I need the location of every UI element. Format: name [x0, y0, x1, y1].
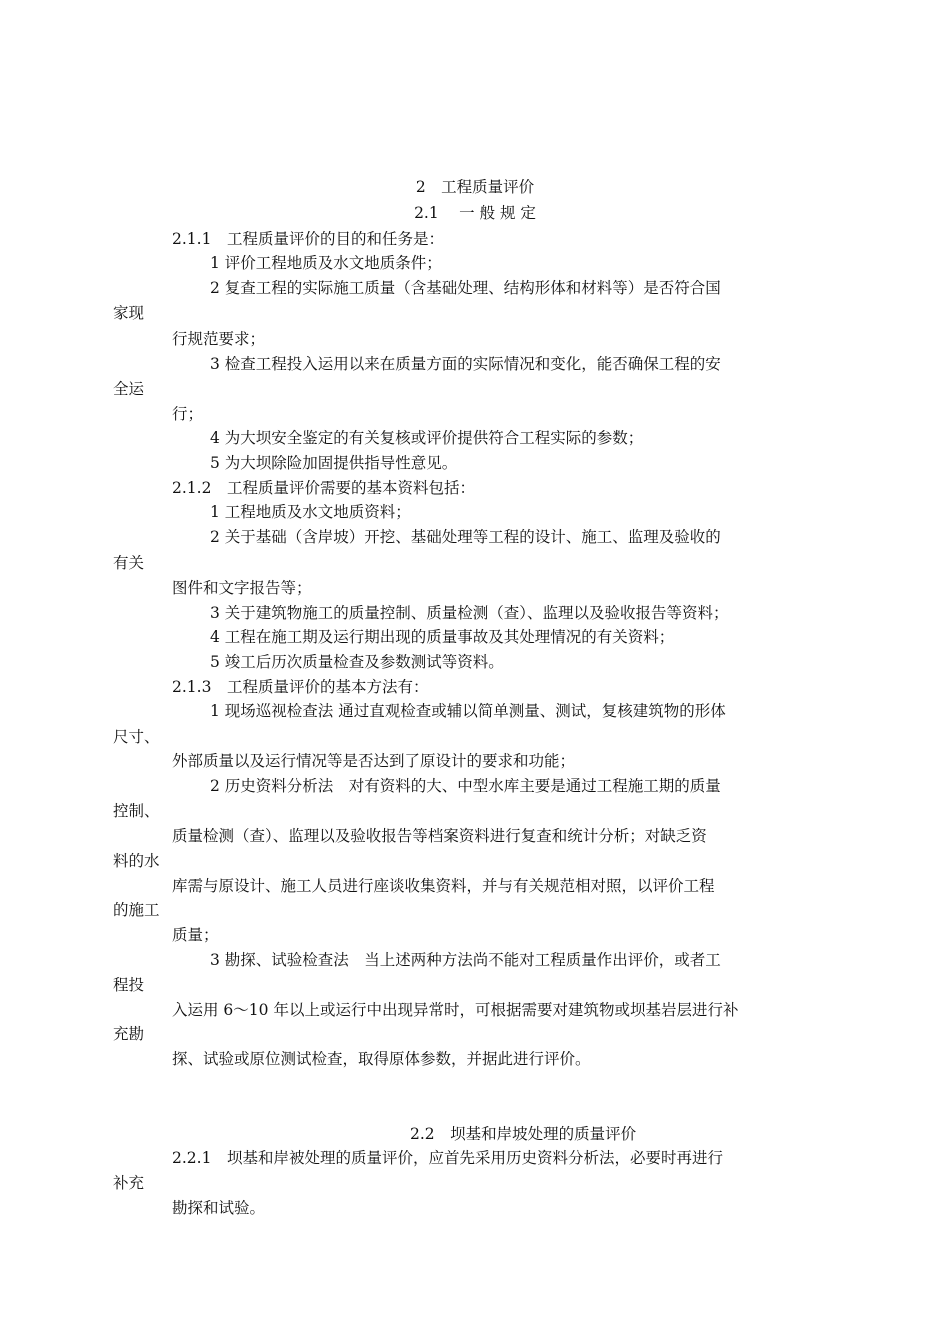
wrap-fragment: 程投 [113, 976, 145, 994]
wrap-fragment: 控制、 [113, 802, 160, 820]
section-title-2-2: 2.2 坝基和岸坡处理的质量评价 [410, 1125, 637, 1143]
wrap-fragment: 家现 [113, 304, 145, 322]
wrap-fragment: 行规范要求； [172, 330, 266, 348]
clause-2-1-3: 2.1.3 工程质量评价的基本方法有： [172, 678, 429, 696]
wrap-fragment: 有关 [113, 554, 145, 572]
list-item: 5 竣工后历次质量检查及参数测试等资料。 [210, 653, 504, 671]
list-item: 1 评价工程地质及水文地质条件； [210, 254, 442, 272]
list-item: 4 工程在施工期及运行期出现的质量事故及其处理情况的有关资料； [210, 628, 675, 646]
clause-2-1-1: 2.1.1 工程质量评价的目的和任务是： [172, 230, 444, 248]
wrap-fragment: 尺寸、 [113, 728, 160, 746]
list-item: 3 关于建筑物施工的质量控制、质量检测（查）、监理以及验收报告等资料； [210, 604, 729, 622]
wrap-fragment: 图件和文字报告等； [172, 579, 312, 597]
chapter-title: 2 工程质量评价 [415, 178, 535, 196]
clause-2-2-1: 2.2.1 坝基和岸被处理的质量评价，应首先采用历史资料分析法，必要时再进行 [172, 1149, 723, 1167]
wrap-fragment: 行； [172, 405, 204, 423]
list-item: 2 复查工程的实际施工质量（含基础处理、结构形体和材料等）是否符合国 [210, 279, 721, 297]
clause-2-1-2: 2.1.2 工程质量评价需要的基本资料包括： [172, 479, 475, 497]
list-item: 3 检查工程投入运用以来在质量方面的实际情况和变化，能否确保工程的安 [210, 355, 721, 373]
wrap-fragment: 质量检测（查）、监理以及验收报告等档案资料进行复查和统计分析；对缺乏资 [172, 827, 707, 845]
wrap-fragment: 质量； [172, 926, 219, 944]
list-item: 1 工程地质及水文地质资料； [210, 503, 411, 521]
list-item: 3 勘探、试验检查法 当上述两种方法尚不能对工程质量作出评价，或者工 [210, 951, 721, 969]
wrap-fragment: 入运用 6～10 年以上或运行中出现异常时，可根据需要对建筑物或坝基岩层进行补 [172, 1001, 739, 1019]
list-item: 4 为大坝安全鉴定的有关复核或评价提供符合工程实际的参数； [210, 429, 644, 447]
wrap-fragment: 外部质量以及运行情况等是否达到了原设计的要求和功能； [172, 752, 576, 770]
wrap-fragment: 探、试验或原位测试检查，取得原体参数，并据此进行评价。 [172, 1050, 591, 1068]
wrap-fragment: 充勘 [113, 1025, 145, 1043]
list-item: 5 为大坝除险加固提供指导性意见。 [210, 454, 458, 472]
list-item: 2 历史资料分析法 对有资料的大、中型水库主要是通过工程施工期的质量 [210, 777, 721, 795]
list-item: 1 现场巡视检查法 通过直观检查或辅以简单测量、测试，复核建筑物的形体 [210, 702, 726, 720]
list-item: 2 关于基础（含岸坡）开挖、基础处理等工程的设计、施工、监理及验收的 [210, 528, 721, 546]
wrap-fragment: 全运 [113, 380, 145, 398]
wrap-fragment: 勘探和试验。 [172, 1199, 266, 1217]
wrap-fragment: 补充 [113, 1174, 145, 1192]
wrap-fragment: 料的水 [113, 852, 160, 870]
wrap-fragment: 的施工 [113, 901, 160, 919]
section-title-2-1: 2.1 一 般 规 定 [414, 204, 536, 222]
wrap-fragment: 库需与原设计、施工人员进行座谈收集资料，并与有关规范相对照，以评价工程 [172, 877, 715, 895]
